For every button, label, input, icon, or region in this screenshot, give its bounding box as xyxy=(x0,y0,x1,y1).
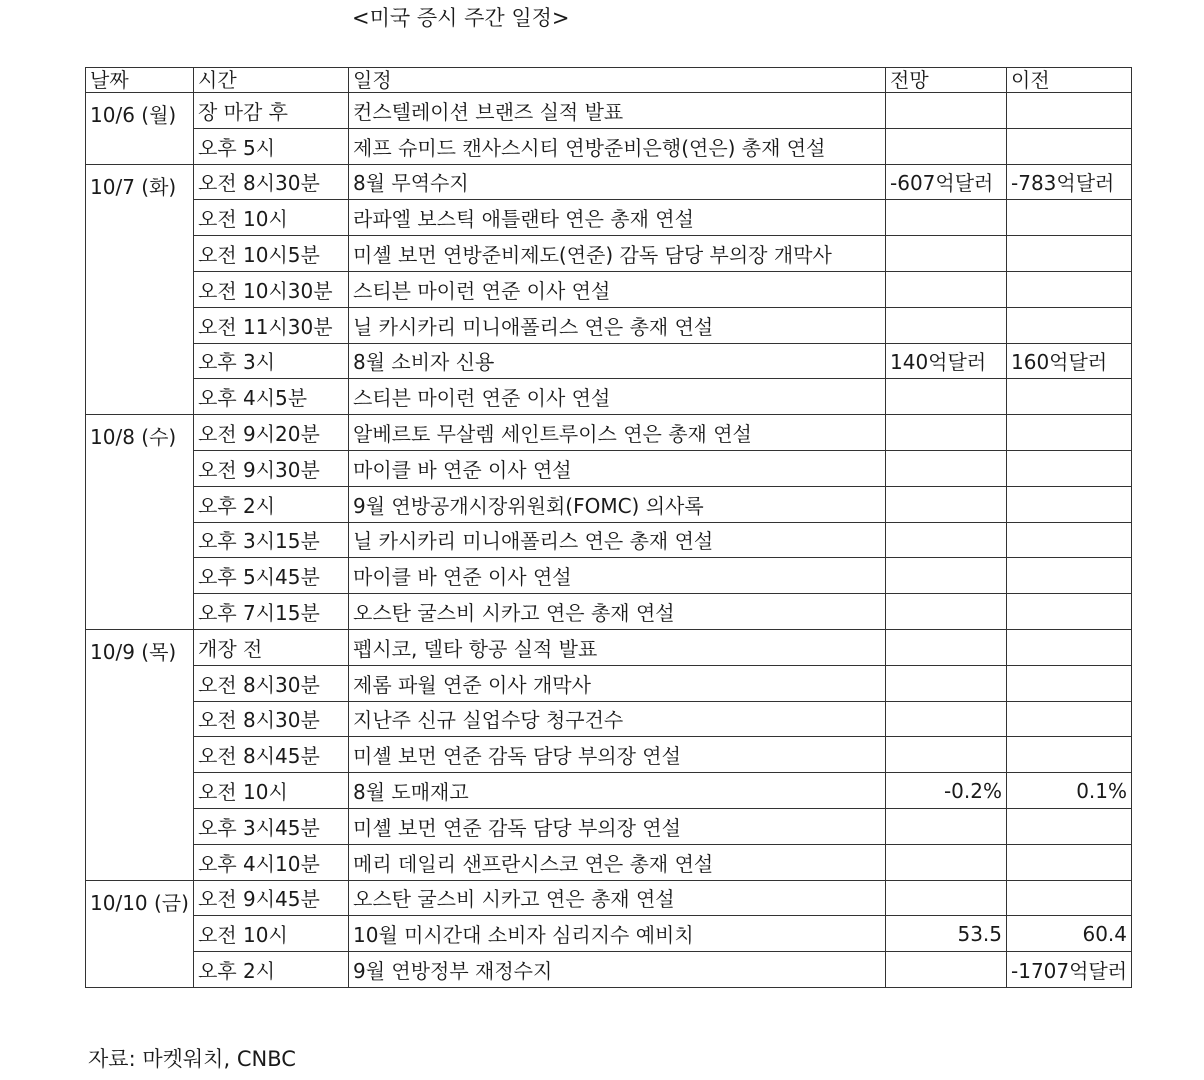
event-cell: 닐 카시카리 미니애폴리스 연은 총재 연설 xyxy=(349,522,886,558)
forecast-cell xyxy=(886,594,1007,630)
event-cell: 미셸 보먼 연준 감독 담당 부의장 연설 xyxy=(349,737,886,773)
forecast-cell xyxy=(886,558,1007,594)
time-cell: 오전 8시45분 xyxy=(194,737,349,773)
previous-cell: 160억달러 xyxy=(1007,343,1132,379)
event-cell: 미셸 보먼 연준 감독 담당 부의장 연설 xyxy=(349,808,886,844)
time-cell: 오전 10시5분 xyxy=(194,236,349,272)
event-cell: 지난주 신규 실업수당 청구건수 xyxy=(349,701,886,737)
time-cell: 오전 10시 xyxy=(194,916,349,952)
forecast-cell: -0.2% xyxy=(886,773,1007,809)
header-time: 시간 xyxy=(194,68,349,93)
header-previous: 이전 xyxy=(1007,68,1132,93)
table-row xyxy=(86,594,1132,630)
table-row xyxy=(86,271,1132,307)
previous-cell xyxy=(1007,808,1132,844)
forecast-cell: 53.5 xyxy=(886,916,1007,952)
table-row xyxy=(86,665,1132,701)
time-cell: 장 마감 후 xyxy=(194,93,349,129)
previous-cell: 60.4 xyxy=(1007,916,1132,952)
previous-cell: -1707억달러 xyxy=(1007,952,1132,988)
date-cell: 10/8 (수) xyxy=(86,415,194,630)
forecast-cell xyxy=(886,522,1007,558)
forecast-cell xyxy=(886,307,1007,343)
table-row xyxy=(86,880,1132,916)
event-cell: 메리 데일리 샌프란시스코 연은 총재 연설 xyxy=(349,844,886,880)
table-row xyxy=(86,701,1132,737)
previous-cell: 0.1% xyxy=(1007,773,1132,809)
previous-cell xyxy=(1007,737,1132,773)
forecast-cell xyxy=(886,93,1007,129)
time-cell: 오후 3시45분 xyxy=(194,808,349,844)
table-row xyxy=(86,200,1132,236)
table-row xyxy=(86,343,1132,379)
table-row xyxy=(86,164,1132,200)
header-forecast: 전망 xyxy=(886,68,1007,93)
previous-cell xyxy=(1007,93,1132,129)
forecast-cell xyxy=(886,415,1007,451)
date-cell: 10/9 (목) xyxy=(86,629,194,880)
table-row xyxy=(86,236,1132,272)
forecast-cell xyxy=(886,128,1007,164)
event-cell: 라파엘 보스틱 애틀랜타 연은 총재 연설 xyxy=(349,200,886,236)
forecast-cell xyxy=(886,808,1007,844)
time-cell: 오후 4시5분 xyxy=(194,379,349,415)
previous-cell xyxy=(1007,701,1132,737)
table-row xyxy=(86,415,1132,451)
schedule-body xyxy=(86,93,1132,988)
time-cell: 오후 7시15분 xyxy=(194,594,349,630)
table-row xyxy=(86,773,1132,809)
previous-cell xyxy=(1007,486,1132,522)
table-row xyxy=(86,952,1132,988)
forecast-cell xyxy=(886,665,1007,701)
date-cell: 10/10 (금) xyxy=(86,880,194,987)
previous-cell xyxy=(1007,558,1132,594)
previous-cell xyxy=(1007,415,1132,451)
event-cell: 10월 미시간대 소비자 심리지수 예비치 xyxy=(349,916,886,952)
table-row xyxy=(86,450,1132,486)
time-cell: 오전 9시20분 xyxy=(194,415,349,451)
event-cell: 알베르토 무살렘 세인트루이스 연은 총재 연설 xyxy=(349,415,886,451)
table-row xyxy=(86,307,1132,343)
forecast-cell xyxy=(886,952,1007,988)
time-cell: 개장 전 xyxy=(194,629,349,665)
event-cell: 스티븐 마이런 연준 이사 연설 xyxy=(349,379,886,415)
time-cell: 오후 4시10분 xyxy=(194,844,349,880)
time-cell: 오후 5시45분 xyxy=(194,558,349,594)
event-cell: 마이클 바 연준 이사 연설 xyxy=(349,450,886,486)
header-date: 날짜 xyxy=(86,68,194,93)
forecast-cell xyxy=(886,844,1007,880)
time-cell: 오전 10시30분 xyxy=(194,271,349,307)
previous-cell xyxy=(1007,522,1132,558)
forecast-cell xyxy=(886,737,1007,773)
table-row xyxy=(86,379,1132,415)
table-row xyxy=(86,808,1132,844)
event-cell: 마이클 바 연준 이사 연설 xyxy=(349,558,886,594)
event-cell: 컨스텔레이션 브랜즈 실적 발표 xyxy=(349,93,886,129)
header-event: 일정 xyxy=(349,68,886,93)
event-cell: 제프 슈미드 캔사스시티 연방준비은행(연은) 총재 연설 xyxy=(349,128,886,164)
date-cell: 10/6 (월) xyxy=(86,93,194,165)
table-row xyxy=(86,93,1132,129)
time-cell: 오전 8시30분 xyxy=(194,701,349,737)
previous-cell xyxy=(1007,307,1132,343)
source-note: 자료: 마켓워치, CNBC xyxy=(88,1047,296,1071)
table-row xyxy=(86,522,1132,558)
table-row xyxy=(86,486,1132,522)
time-cell: 오전 9시45분 xyxy=(194,880,349,916)
previous-cell xyxy=(1007,844,1132,880)
event-cell: 제롬 파월 연준 이사 개막사 xyxy=(349,665,886,701)
forecast-cell: 140억달러 xyxy=(886,343,1007,379)
time-cell: 오전 10시 xyxy=(194,773,349,809)
forecast-cell xyxy=(886,379,1007,415)
previous-cell xyxy=(1007,450,1132,486)
event-cell: 8월 도매재고 xyxy=(349,773,886,809)
previous-cell: -783억달러 xyxy=(1007,164,1132,200)
forecast-cell xyxy=(886,236,1007,272)
previous-cell xyxy=(1007,200,1132,236)
table-row xyxy=(86,128,1132,164)
event-cell: 미셸 보먼 연방준비제도(연준) 감독 담당 부의장 개막사 xyxy=(349,236,886,272)
previous-cell xyxy=(1007,594,1132,630)
event-cell: 스티븐 마이런 연준 이사 연설 xyxy=(349,271,886,307)
table-row xyxy=(86,916,1132,952)
previous-cell xyxy=(1007,128,1132,164)
event-cell: 9월 연방공개시장위원회(FOMC) 의사록 xyxy=(349,486,886,522)
table-row xyxy=(86,629,1132,665)
previous-cell xyxy=(1007,665,1132,701)
table-row xyxy=(86,558,1132,594)
time-cell: 오전 10시 xyxy=(194,200,349,236)
previous-cell xyxy=(1007,880,1132,916)
time-cell: 오후 2시 xyxy=(194,486,349,522)
forecast-cell xyxy=(886,629,1007,665)
table-row xyxy=(86,844,1132,880)
time-cell: 오후 5시 xyxy=(194,128,349,164)
previous-cell xyxy=(1007,236,1132,272)
event-cell: 닐 카시카리 미니애폴리스 연은 총재 연설 xyxy=(349,307,886,343)
time-cell: 오후 3시 xyxy=(194,343,349,379)
forecast-cell: -607억달러 xyxy=(886,164,1007,200)
weekly-schedule-table xyxy=(85,67,1132,988)
header-row xyxy=(86,68,1132,93)
time-cell: 오전 8시30분 xyxy=(194,665,349,701)
forecast-cell xyxy=(886,486,1007,522)
table-row xyxy=(86,737,1132,773)
page-title: <미국 증시 주간 일정> xyxy=(352,6,570,30)
event-cell: 8월 소비자 신용 xyxy=(349,343,886,379)
forecast-cell xyxy=(886,200,1007,236)
event-cell: 오스탄 굴스비 시카고 연은 총재 연설 xyxy=(349,594,886,630)
time-cell: 오후 3시15분 xyxy=(194,522,349,558)
time-cell: 오전 9시30분 xyxy=(194,450,349,486)
time-cell: 오전 8시30분 xyxy=(194,164,349,200)
forecast-cell xyxy=(886,880,1007,916)
forecast-cell xyxy=(886,701,1007,737)
time-cell: 오후 2시 xyxy=(194,952,349,988)
previous-cell xyxy=(1007,271,1132,307)
event-cell: 9월 연방정부 재정수지 xyxy=(349,952,886,988)
event-cell: 펩시코, 델타 항공 실적 발표 xyxy=(349,629,886,665)
forecast-cell xyxy=(886,450,1007,486)
previous-cell xyxy=(1007,629,1132,665)
time-cell: 오전 11시30분 xyxy=(194,307,349,343)
date-cell: 10/7 (화) xyxy=(86,164,194,415)
event-cell: 오스탄 굴스비 시카고 연은 총재 연설 xyxy=(349,880,886,916)
previous-cell xyxy=(1007,379,1132,415)
event-cell: 8월 무역수지 xyxy=(349,164,886,200)
forecast-cell xyxy=(886,271,1007,307)
